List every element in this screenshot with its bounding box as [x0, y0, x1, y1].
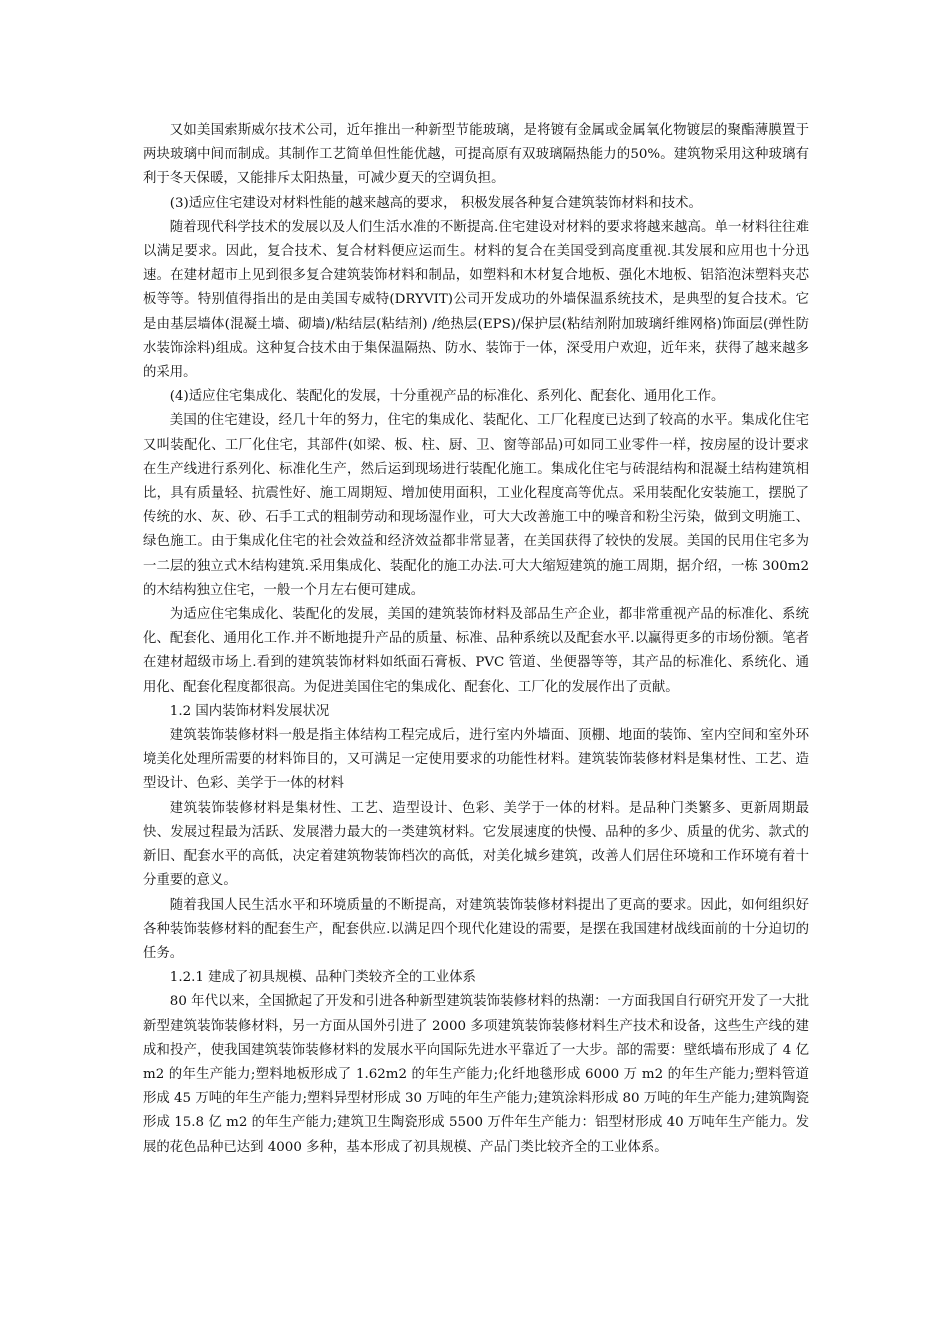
document-body — [143, 119, 809, 1160]
section-heading-1-2: 1.2 国内装饰材料发展状况 — [169, 703, 330, 719]
paragraph-standardization: 为适应住宅集成化、装配化的发展，美国的建筑装饰材料及部品生产企业，都非常重视产品的标准化、系统化、配套化、通用化工作.并不断地提升产品的质量、标准、品种系统以及配套水平.以赢得更多的市场份额。笔者在建材超级市场上.看到的建筑装饰材料如纸面石膏板、PVC 管道、坐便器等等，其产品的标准化、系统化、通用化、配套化程度都很高。为促进美国住宅的集成化、配套化、工厂化的发展作出了贡献。 — [143, 607, 809, 695]
paragraph-production-capacity: 80 年代以来，全国掀起了开发和引进各种新型建筑装饰装修材料的热潮：一方面我国自行研究开发了一大批新型建筑装饰装修材料，另一方面从国外引进了 2000 多项建筑装饰装修材料生产技术和设备，这些生产线的建成和投产，使我国建筑装饰装修材料的发展水平向国际先进水平靠近了一大步。部的需要：壁纸墙布形成了 4 亿 m2 的年生产能力;塑料地板形成了 1.62m2 的年生产能力;化纤地毯形成 6000 万 m2 的年生产能力;塑料管道形成 45 万吨的年生产能力;塑料异型材形成 30 万吨的年生产能力;建筑涂料形成 80 万吨的年生产能力;建筑陶瓷形成 15.8 亿 m2 的年生产能力;建筑卫生陶瓷形成 5500 万件年生产能力：铝型材形成 40 万吨年生产能力。发展的花色品种已达到 4000 多种，基本形成了初具规模、产品门类比较齐全的工业体系。 — [143, 994, 809, 1155]
paragraph-insulating-glass: 又如美国索斯威尔技术公司，近年推出一种新型节能玻璃，是将镀有金属或金属氧化物镀层的聚酯薄膜置于两块玻璃中间而制成。其制作工艺简单但性能优越，可提高原有双玻璃隔热能力的50%。建筑物采用这种玻璃有利于冬天保暖，又能排斥太阳热量，可减少夏天的空调负担。 — [143, 123, 809, 187]
paragraph-heading-4-standardization: (4)适应住宅集成化、装配化的发展，十分重视产品的标准化、系列化、配套化、通用化工作。 — [169, 389, 725, 405]
paragraph-decoration-definition: 建筑装饰装修材料一般是指主体结构工程完成后，进行室内外墙面、顶棚、地面的装饰、室内空间和室外环境美化处理所需要的材料饰目的，又可满足一定使用要求的功能性材料。建筑装饰装修材料是集材性、工艺、造型设计、色彩、美学于一体的材料 — [143, 728, 809, 792]
paragraph-decoration-importance: 建筑装饰装修材料是集材性、工艺、造型设计、色彩、美学于一体的材料。是品种门类繁多、更新周期最快、发展过程最为活跃、发展潜力最大的一类建筑材料。它发展速度的快慢、品种的多少、质量的优劣、款式的新旧、配套水平的高低，决定着建筑物装饰档次的高低，对美化城乡建筑，改善人们居住环境和工作环境有着十分重要的意义。 — [143, 800, 809, 889]
paragraph-integrated-housing: 美国的住宅建设，经几十年的努力，住宅的集成化、装配化、工厂化程度已达到了较高的水平。集成化住宅又叫装配化、工厂化住宅，其部件(如梁、板、柱、厨、卫、窗等部品)可如同工业零件一样，按房屋的设计要求在生产线进行系列化、标准化生产，然后运到现场进行装配化施工。集成化住宅与砖混结构和混凝土结构建筑相比，具有质量轻、抗震性好、施工周期短、增加使用面积，工业化程度高等优点。采用装配化安装施工，摆脱了传统的水、灰、砂、石手工式的粗制劳动和现场湿作业，可大大改善施工中的噪音和粉尘污染，做到文明施工、绿色施工。由于集成化住宅的社会效益和经济效益都非常显著，在美国获得了较快的发展。美国的民用住宅多为一二层的独立式木结构建筑.采用集成化、装配化的施工办法.可大大缩短建筑的施工周期，据介绍，一栋 300m2 的木结构独立住宅，一般一个月左右便可建成。 — [143, 413, 809, 598]
paragraph-heading-3-composite: (3)适应住宅建设对材料性能的越来越高的要求， 积极发展各种复合建筑装饰材料和技术。 — [169, 195, 702, 211]
section-heading-1-2-1: 1.2.1 建成了初具规模、品种门类较齐全的工业体系 — [169, 970, 476, 986]
paragraph-supply-task: 随着我国人民生活水平和环境质量的不断提高，对建筑装饰装修材料提出了更高的要求。因此，如何组织好各种装饰装修材料的配套生产，配套供应.以满足四个现代化建设的需要，是摆在我国建材战线面前的十分迫切的任务。 — [143, 897, 809, 961]
paragraph-composite-materials: 随着现代科学技术的发展以及人们生活水准的不断提高.住宅建设对材料的要求将越来越高。单一材料往往难以满足要求。因此，复合技术、复合材料便应运而生。材料的复合在美国受到高度重视.其发展和应用也十分迅速。在建材超市上见到很多复合建筑装饰材料和制品，如塑料和木材复合地板、强化木地板、铝箔泡沫塑料夹芯板等等。特别值得指出的是由美国专威特(DRYVIT)公司开发成功的外墙保温系统技术，是典型的复合技术。它是由基层墙体(混凝土墙、砌墙)/粘结层(粘结剂) /绝热层(EPS)/保护层(粘结剂附加玻璃纤维网格)饰面层(弹性防水装饰涂料)组成。这种复合技术由于集保温隔热、防水、装饰于一体，深受用户欢迎，近年来，获得了越来越多的采用。 — [143, 219, 809, 381]
